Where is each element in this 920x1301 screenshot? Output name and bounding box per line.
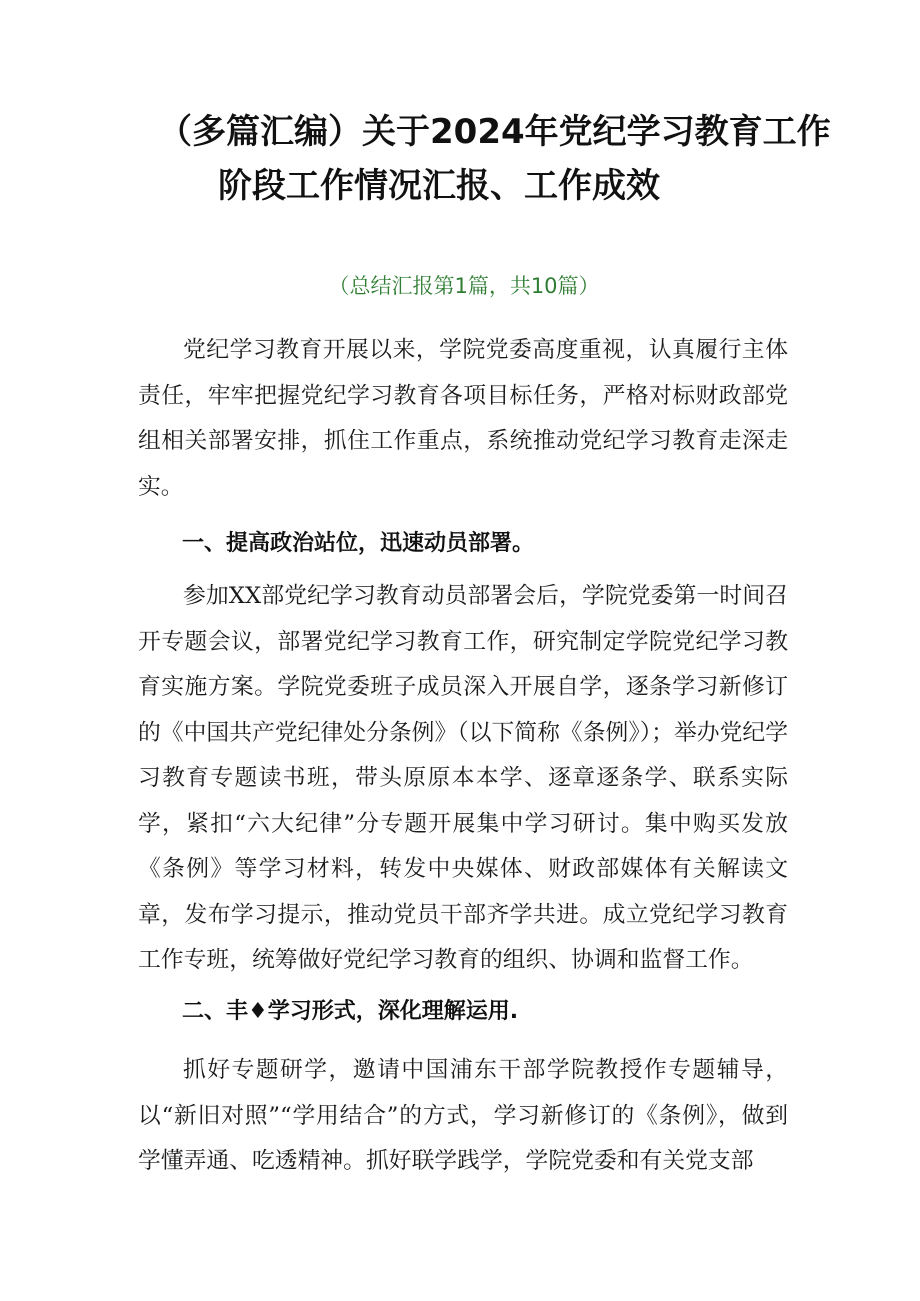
section-heading-1: 一、提高政治站位，迅速动员部署。 bbox=[182, 531, 535, 556]
document-title-line-2: 阶段工作情况汇报、工作成效 bbox=[218, 166, 660, 206]
document-subtitle: （总结汇报第1篇，共10篇） bbox=[328, 274, 600, 298]
section-1-paragraph: 参加XX部党纪学习教育动员部署会后，学院党委第一时间召开专题会议，部署党纪学习教育工作，研究制定学院党纪学习教育实施方案。学院党委班子成员深入开展自学，逐条学习新修订的《中国共产党纪律处分条例》（以下简称《条例》）；举办党纪学习教育专题读书班，带头原原本本学、逐章逐条学、联系实际学，紧扣“六大纪律”分专题开展集中学习研讨。集中购买发放《条例》等学习材料，转发中央媒体、财政部媒体有关解读文章，发布学习提示，推动党员干部齐学共进。成立党纪学习教育工作专班，统筹做好党纪学习教育的组织、协调和监督工作。 bbox=[138, 583, 788, 973]
intro-paragraph: 党纪学习教育开展以来，学院党委高度重视，认真履行主体责任，牢牢把握党纪学习教育各项目标任务，严格对标财政部党组相关部署安排，抓住工作重点，系统推动党纪学习教育走深走实。 bbox=[138, 337, 788, 500]
section-heading-2: 二、丰♦学习形式，深化理解运用. bbox=[182, 999, 519, 1024]
document-title-line-1: （多篇汇编）关于2024年党纪学习教育工作 bbox=[158, 112, 831, 152]
section-2-paragraph: 抓好专题研学，邀请中国浦东干部学院教授作专题辅导，以“新旧对照”“学用结合”的方式，学习新修订的《条例》，做到学懂弄通、吃透精神。抓好联学践学，学院党委和有关党支部 bbox=[138, 1057, 788, 1174]
